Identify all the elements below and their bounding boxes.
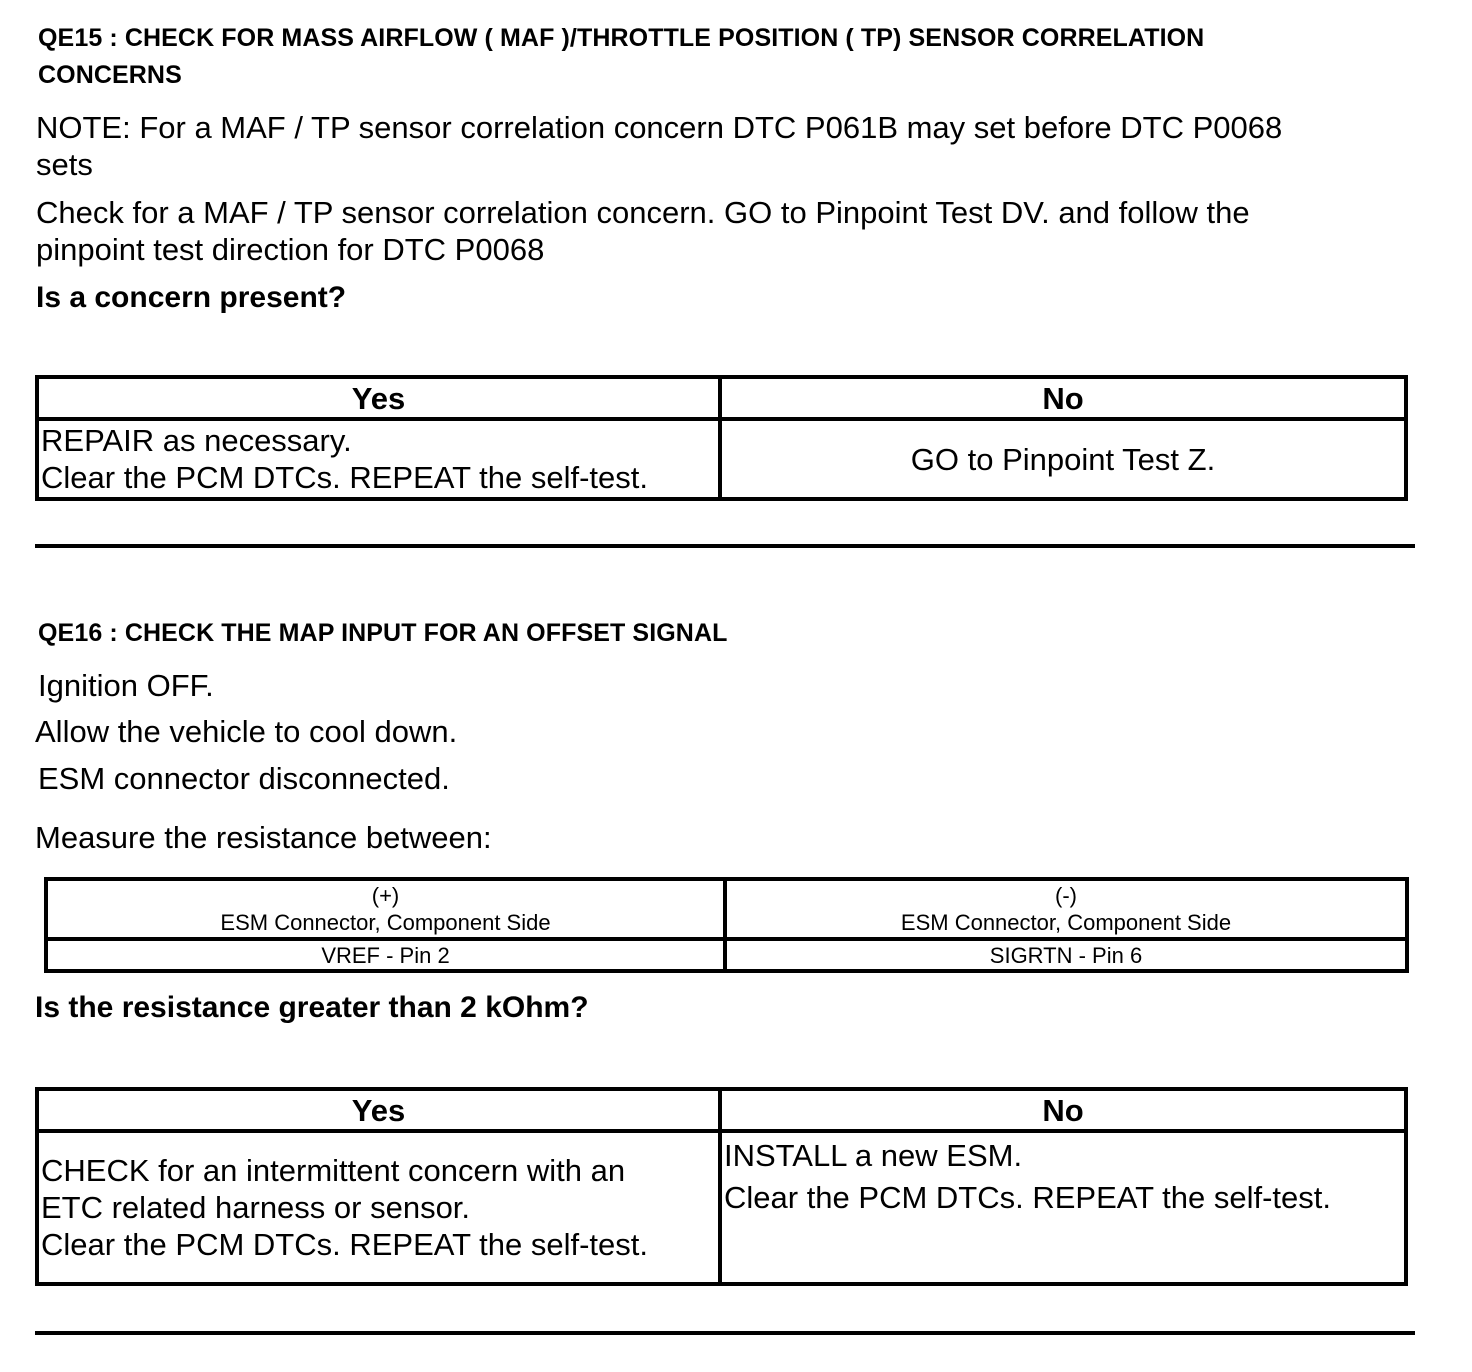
no-cell: GO to Pinpoint Test Z. [720,419,1406,499]
qe15-title [38,20,1204,94]
no-cell-line: Clear the PCM DTCs. REPEAT the self-test. [724,1180,1331,1215]
qe15-result-table [35,375,1408,501]
yes-cell-line: Clear the PCM DTCs. REPEAT the self-test. [41,1227,648,1262]
no-header: No [720,1089,1406,1131]
yes-cell-line: Clear the PCM DTCs. REPEAT the self-test. [41,460,648,495]
qe16-step: Ignition OFF. [38,668,214,703]
no-header: No [720,377,1406,419]
no-cell [720,1131,1406,1284]
qe16-title: QE16 : CHECK THE MAP INPUT FOR AN OFFSET SIGNAL [38,619,728,647]
qe15-note-line: NOTE: For a MAF / TP sensor correlation concern DTC P061B may set before DTC P0068 [36,110,1283,145]
qe16-measure-label: Measure the resistance between: [35,820,492,855]
qe16-question: Is the resistance greater than 2 kOhm? [35,991,589,1024]
section-divider [35,1331,1415,1335]
qe15-note-line: sets [36,147,93,182]
qe16-result-table [35,1087,1408,1286]
yes-header: Yes [37,1089,720,1131]
plus-symbol: (+) [371,883,400,908]
qe15-note [36,109,1282,183]
no-cell-line: INSTALL a new ESM. [724,1138,1023,1173]
minus-connector-label: ESM Connector, Component Side [900,910,1232,935]
yes-cell [37,419,720,499]
plus-pin-cell: VREF - Pin 2 [46,939,725,971]
qe15-instruction-line: pinpoint test direction for DTC P0068 [36,232,545,267]
qe15-instruction [36,194,1250,268]
yes-cell [37,1131,720,1284]
minus-terminal-header [725,879,1407,939]
plus-connector-label: ESM Connector, Component Side [220,910,551,935]
minus-symbol: (-) [1055,883,1077,908]
measurement-table [44,877,1409,973]
minus-pin-cell: SIGRTN - Pin 6 [725,939,1407,971]
section-divider [35,544,1415,548]
qe15-title-line: CONCERNS [38,61,182,89]
qe15-question: Is a concern present? [36,281,347,314]
yes-cell-line: REPAIR as necessary. [41,423,352,458]
qe16-step: Allow the vehicle to cool down. [35,714,458,749]
qe15-instruction-line: Check for a MAF / TP sensor correlation concern. GO to Pinpoint Test DV. and follow the [36,195,1250,230]
yes-header: Yes [37,377,720,419]
yes-cell-line: ETC related harness or sensor. [41,1190,471,1225]
qe16-step: ESM connector disconnected. [38,761,450,796]
qe15-title-line: QE15 : CHECK FOR MASS AIRFLOW ( MAF )/THROTTLE POSITION ( TP) SENSOR CORRELATION [38,24,1205,52]
plus-terminal-header [46,879,725,939]
yes-cell-line: CHECK for an intermittent concern with an [41,1153,626,1188]
